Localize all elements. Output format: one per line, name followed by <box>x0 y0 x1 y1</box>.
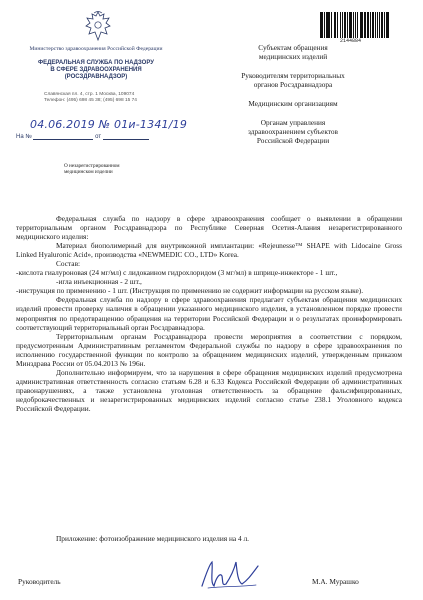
address-line-2: Телефон: (495) 698 45 38; (495) 698 15 74 <box>44 98 137 103</box>
barcode-bar <box>349 12 350 38</box>
paragraph-material: Материал биополимерный для внутрикожной имплантации: «Rejeunesse™ SHAPE with Lidocaine Gross Linked Hyaluronic Acid», производства «NEWMEDIC CO., LTD» Korea. <box>16 241 402 260</box>
paragraph-composition-heading: Состав: <box>56 259 81 269</box>
barcode-bar <box>357 12 359 38</box>
barcode-bar <box>381 12 383 38</box>
barcode-bar <box>344 12 346 38</box>
subject-line-2: медицинском изделии <box>64 169 113 176</box>
ot-label: от <box>95 134 102 140</box>
service-name-line-2: В СФЕРЕ ЗДРАВООХРАНЕНИЯ <box>50 67 142 73</box>
barcode-number: 2144884 <box>340 38 362 44</box>
signer-name: М.А. Мурашко <box>312 577 359 586</box>
barcode-bar <box>375 12 377 38</box>
service-name <box>14 60 178 81</box>
paragraph-territorial: Территориальным органам Росздравнадзора провести мероприятия в соответствии с порядком, предусмотренным Административным регламентом Федеральной службы по надзору в сфере здравоохранения по исполнению государственной функции по контролю за обращением медицинских изделий, утвержденным приказом Минздрава России от 05.04.2013 № 196н. <box>16 331 402 368</box>
ot-underline <box>103 133 149 140</box>
recipient-2: Руководителям территориальных органов Росздравнадзора <box>241 71 345 89</box>
address-block <box>44 92 174 104</box>
service-name-line-1: ФЕДЕРАЛЬНАЯ СЛУЖБА ПО НАДЗОРУ <box>38 60 154 66</box>
barcode-bar <box>370 12 371 38</box>
paragraph-intro: Федеральная служба по надзору в сфере здравоохранения сообщает о выявлении в обращении территориальным органом Росздравнадзора по Республике Северная Осетия-Алания незарегистрированного медицинского изделия: <box>16 214 402 242</box>
barcode <box>320 12 390 38</box>
na-label: На № <box>16 134 32 140</box>
barcode-bar <box>377 12 378 38</box>
barcode-bar <box>387 12 389 38</box>
reference-line <box>16 133 166 140</box>
paragraph-proposal: Федеральная служба по надзору в сфере здравоохранения предлагает субъектам обращения медицинских изделий провести проверку наличия в обращении указанного медицинского изделия, в установленном порядке провести мероприятия по предотвращению обращения на территории Российской Федерации и о результатах проинформировать соответствующий территориальный орган Росздравнадзора. <box>16 295 402 332</box>
coat-of-arms-emblem-icon <box>84 10 112 42</box>
barcode-bar <box>335 12 336 38</box>
barcode-bar <box>384 12 385 38</box>
barcode-bar <box>328 12 330 38</box>
barcode-bar <box>342 12 343 38</box>
letter-subject <box>64 163 164 176</box>
recipient-3: Медицинским организациям <box>248 99 338 108</box>
service-name-line-3: (РОСЗДРАВНАДЗОР) <box>64 74 128 80</box>
barcode-bar <box>355 12 356 38</box>
barcode-bar <box>361 12 363 38</box>
barcode-bar <box>324 12 325 38</box>
barcode-bar <box>331 12 332 38</box>
registration-number: 04.06.2019 № 01и-1341/19 <box>30 118 188 131</box>
recipient-4: Органам управления здравоохранением субъектов Российской Федерации <box>248 118 338 145</box>
paragraph-composition-item-3: -инструкция по применению - 1 шт. (Инструкция по применению не содержит информации на русском языке). <box>16 286 364 296</box>
ministry-name: Министерство здравоохранения Российской Федерации <box>29 46 163 52</box>
address-line-1: Славянская пл. 4, стр. 1 Москва, 109074 <box>44 92 135 97</box>
barcode-bar <box>337 12 339 38</box>
handwritten-signature-icon <box>196 556 266 594</box>
recipient-1: Субъектам обращения медицинских изделий <box>258 43 328 61</box>
paragraph-composition-item-1: -кислота гиалуроновая (24 мг/мл) с лидокаином гидрохлоридом (3 мг/мл) в шприце-инжекторе - 1 шт., <box>16 268 338 278</box>
paragraph-composition-item-2: -игла инъекционная - 2 шт., <box>56 277 142 287</box>
subject-line-1: О незарегистрированном <box>64 163 120 169</box>
paragraph-liability: Дополнительно информируем, что за нарушения в сфере обращения медицинских изделий предусмотрена административная ответственность согласно статьям 6.28 и 6.33 Кодекса Российской Федерации об административных правонарушениях, а также установлена уголовная ответственность за обращение фальсифицированных, недоброкачественных и незарегистрированных медицинских изделий согласно статье 238.1 Уголовного кодекса Российской Федерации. <box>16 367 402 413</box>
barcode-bar <box>368 12 369 38</box>
barcode-bar <box>364 12 366 38</box>
letter-body <box>16 214 402 413</box>
signer-role: Руководитель <box>18 577 61 586</box>
barcode-bar <box>322 12 323 38</box>
attachment-note: Приложение: фотоизображение медицинского изделия на 4 л. <box>56 534 249 543</box>
na-underline <box>33 133 93 140</box>
recipients-block <box>238 43 348 155</box>
barcode-bar <box>350 12 352 38</box>
